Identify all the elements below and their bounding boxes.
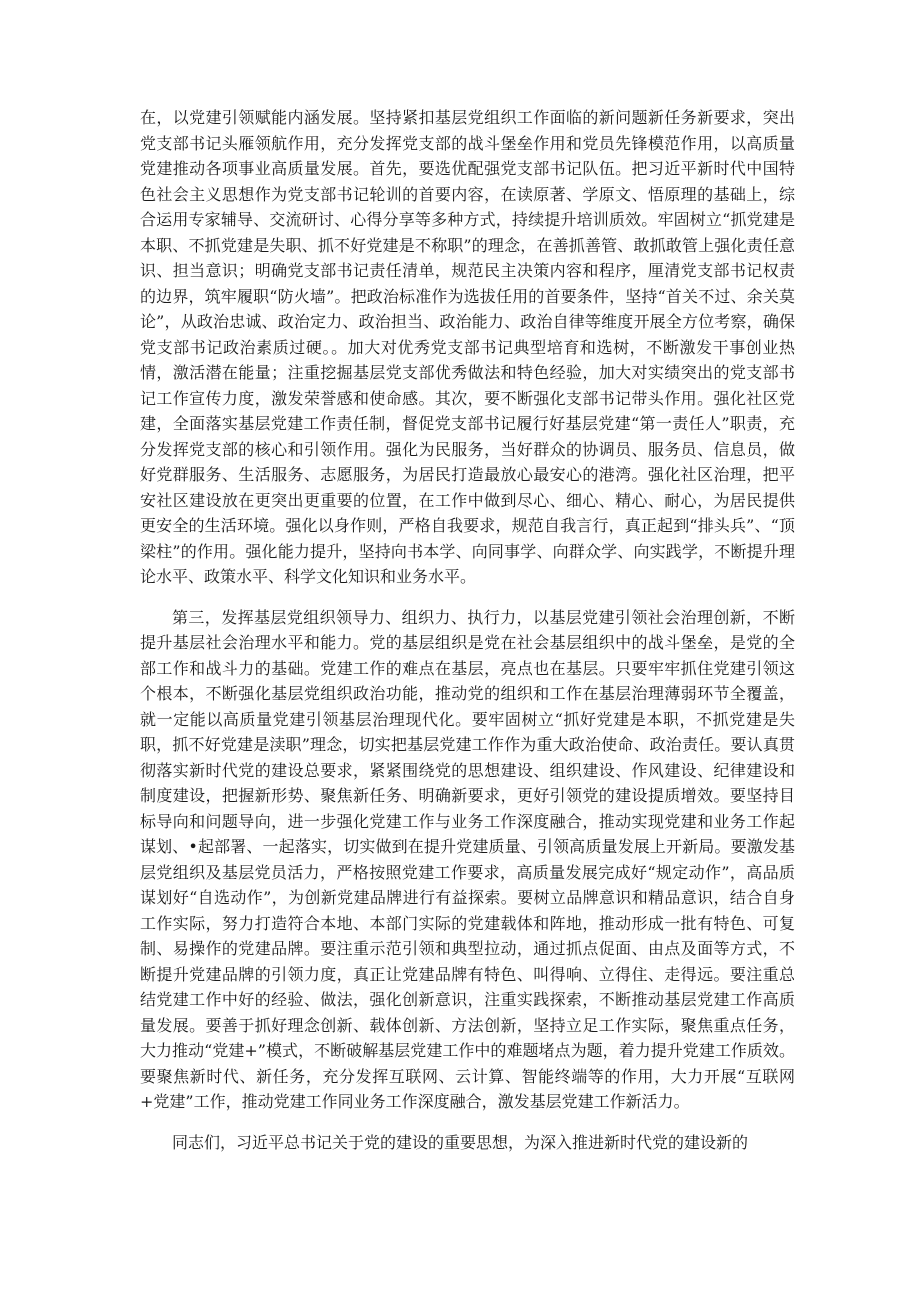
paragraph-continuation: 在，以党建引领赋能内涵发展。坚持紧扣基层党组织工作面临的新问题新任务新要求，突出党支部书记头雁领航作用，充分发挥党支部的战斗堡垒作用和党员先锋模范作用，以高质量党建推动各项事业高质量发展。首先，要选优配强党支部书记队伍。把习近平新时代中国特色社会主义思想作为党支部书记轮训的首要内容，在读原著、学原文、悟原理的基础上，综合运用专家辅导、交流研讨、心得分享等多种方式，持续提升培训质效。牢固树立“抓党建是本职、不抓党建是失职、抓不好党建是不称职”的理念，在善抓善管、敢抓敢管上强化责任意识、担当意识；明确党支部书记责任清单，规范民主决策内容和程序，厘清党支部书记权责的边界，筑牢履职“防火墙”。把政治标准作为选拔任用的首要条件，坚持“首关不过、余关莫论”，从政治忠诚、政治定力、政治担当、政治能力、政治自律等维度开展全方位考察，确保党支部书记政治素质过硬。。加大对优秀党支部书记典型培育和选树，不断激发干事创业热情，激活潜在能量；注重挖掘基层党支部优秀做法和特色经验，加大对实绩突出的党支部书记工作宣传力度，激发荣誉感和使命感。其次，要不断强化支部书记带头作用。强化社区党建，全面落实基层党建工作责任制，督促党支部书记履行好基层党建“第一责任人”职责，充分发挥党支部的核心和引领作用。强化为民服务，当好群众的协调员、服务员、信息员，做好党群服务、生活服务、志愿服务，为居民打造最放心最安心的港湾。强化社区治理，把平安社区建设放在更突出更重要的位置，在工作中做到尽心、细心、精心、耐心，为居民提供更安全的生活环境。强化以身作则，严格自我要求，规范自我言行，真正起到“排头兵”、“顶梁柱”的作用。强化能力提升，坚持向书本学、向同事学、向群众学、向实践学，不断提升理论水平、政策水平、科学文化知识和业务水平。 xyxy=(140,108,795,586)
document-page xyxy=(140,105,795,1155)
paragraph-third-point: 第三，发挥基层党组织领导力、组织力、执行力，以基层党建引领社会治理创新，不断提升基层社会治理水平和能力。党的基层组织是党在社会基层组织中的战斗堡垒，是党的全部工作和战斗力的基础。党建工作的难点在基层，亮点也在基层。只要牢牢抓住党建引领这个根本，不断强化基层党组织政治功能，推动党的组织和工作在基层治理薄弱环节全覆盖，就一定能以高质量党建引领基层治理现代化。要牢固树立“抓好党建是本职，不抓党建是失职，抓不好党建是渎职”理念，切实把基层党建工作作为重大政治使命、政治责任。要认真贯彻落实新时代党的建设总要求，紧紧围绕党的思想建设、组织建设、作风建设、纪律建设和制度建设，把握新形势、聚焦新任务、明确新要求，更好引领党的建设提质增效。要坚持目标导向和问题导向，进一步强化党建工作与业务工作深度融合，推动实现党建和业务工作起谋划、•起部署、一起落实，切实做到在提升党建质量、引领高质量发展上开新局。要激发基层党组织及基层党员活力，严格按照党建工作要求，高质量发展完成好“规定动作”，高品质谋划好“自选动作”，为创新党建品牌进行有益探索。要树立品牌意识和精品意识，结合自身工作实际，努力打造符合本地、本部门实际的党建载体和阵地，推动形成一批有特色、可复制、易操作的党建品牌。要注重示范引领和典型拉动，通过抓点促面、由点及面等方式，不断提升党建品牌的引领力度，真正让党建品牌有特色、叫得响、立得住、走得远。要注重总结党建工作中好的经验、做法，强化创新意识，注重实践探索，不断推动基层党建工作高质量发展。要善于抓好理念创新、载体创新、方法创新，坚持立足工作实际，聚焦重点任务，大力推动“党建+”模式，不断破解基层党建工作中的难题堵点为题，着力提升党建工作质效。要聚焦新时代、新任务，充分发挥互联网、云计算、智能终端等的作用，大力开展“互联网+党建”工作，推动党建工作同业务工作深度融合，激发基层党建工作新活力。 xyxy=(140,607,795,1111)
paragraph-closing: 同志们，习近平总书记关于党的建设的重要思想，为深入推进新时代党的建设新的 xyxy=(172,1132,749,1152)
